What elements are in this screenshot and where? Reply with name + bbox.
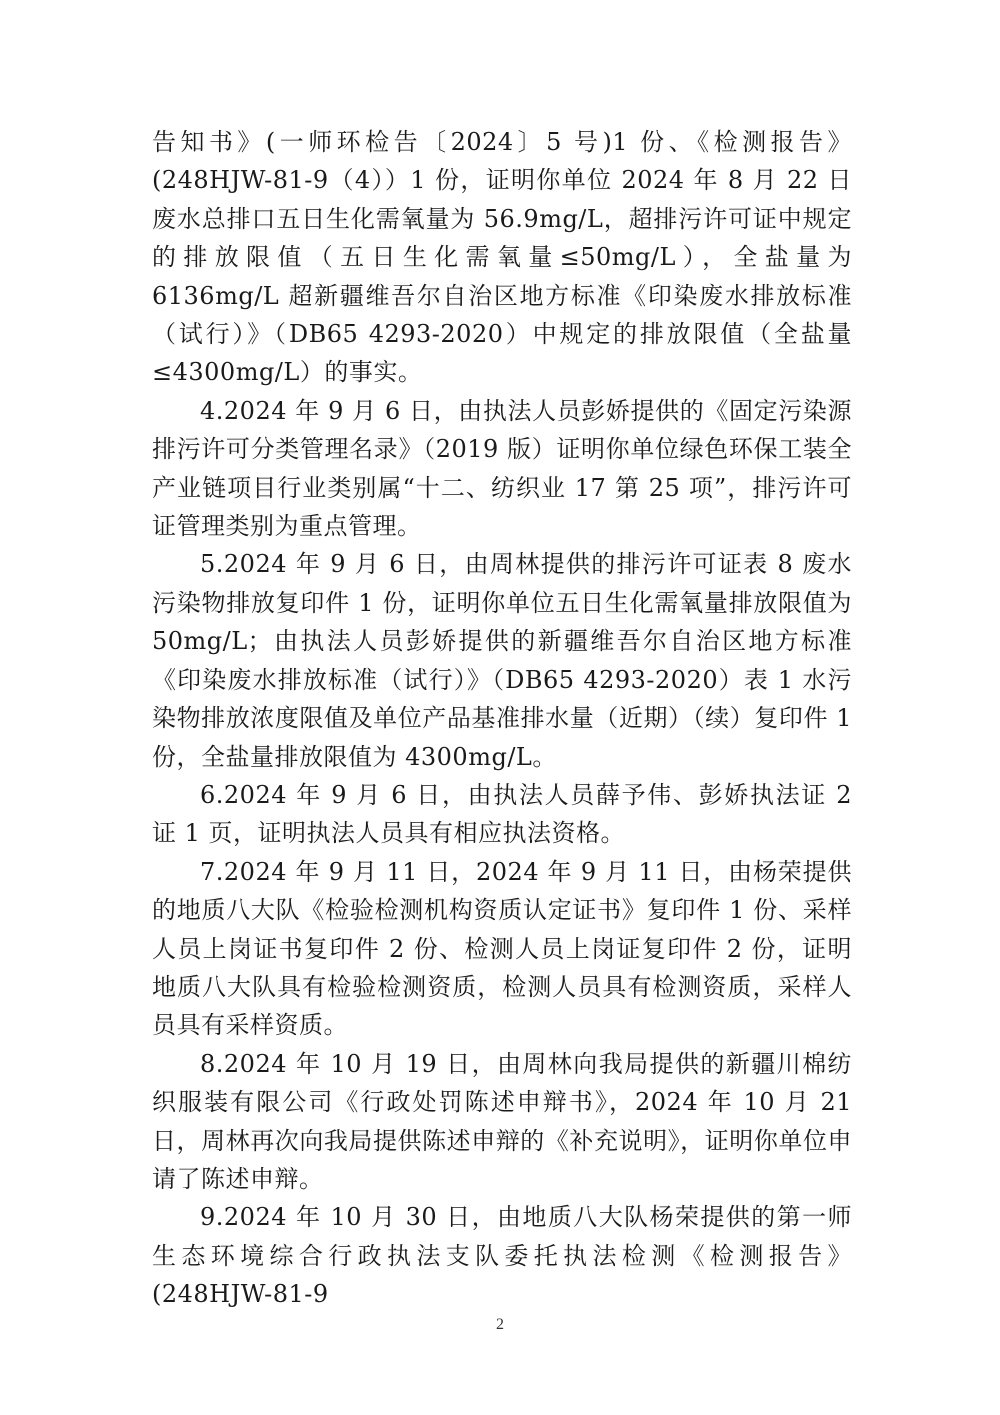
paragraph-item-4: 4.2024 年 9 月 6 日，由执法人员彭娇提供的《固定污染源排污许可分类管理名录》（2019 版）证明你单位绿色环保工装全产业链项目行业类别属“十二、纺织业 17 第 25 项”，排污许可证管理类别为重点管理。 <box>152 396 852 541</box>
paragraph-continued: 告知书》(一师环检告〔2024〕5 号)1 份、《检测报告》(248HJW-81-9（4））1 份，证明你单位 2024 年 8 月 22 日废水总排口五日生化需氧量为 56.9mg/L，超排污许可证中规定的排放限值（五日生化需氧量≤50mg/L），全盐量为 6136mg/L 超新疆维吾尔自治区地方标准《印染废水排放标准（试行）》（DB65 4293-2020）中规定的排放限值（全盐量≤4300mg/L）的事实。 <box>152 128 852 387</box>
paragraph-item-9: 9.2024 年 10 月 30 日，由地质八大队杨荣提供的第一师生态环境综合行政执法支队委托执法检测《检测报告》(248HJW-81-9 <box>152 1203 852 1309</box>
paragraph-item-7: 7.2024 年 9 月 11 日，2024 年 9 月 11 日，由杨荣提供的地质八大队《检验检测机构资质认定证书》复印件 1 份、采样人员上岗证书复印件 2 份、检测人员上岗证复印件 2 份，证明地质八大队具有检验检测资质，检测人员具有检测资质，采样人员具有采样资质。 <box>152 857 852 1040</box>
document-body <box>152 123 852 1314</box>
paragraph-item-8: 8.2024 年 10 月 19 日，由周林向我局提供的新疆川棉纺织服装有限公司《行政处罚陈述申辩书》，2024 年 10 月 21 日，周林再次向我局提供陈述申辩的《补充说明》，证明你单位申请了陈述申辩。 <box>152 1049 852 1193</box>
paragraph-item-5: 5.2024 年 9 月 6 日，由周林提供的排污许可证表 8 废水污染物排放复印件 1 份，证明你单位五日生化需氧量排放限值为 50mg/L；由执法人员彭娇提供的新疆维吾尔自治区地方标准《印染废水排放标准（试行）》（DB65 4293-2020）表 1 水污染物排放浓度限值及单位产品基准排水量（近期）（续）复印件 1 份，全盐量排放限值为 4300mg/L。 <box>152 550 852 771</box>
paragraph-item-6: 6.2024 年 9 月 6 日，由执法人员薛予伟、彭娇执法证 2 证 1 页，证明执法人员具有相应执法资格。 <box>152 780 852 848</box>
page-number: 2 <box>496 1316 504 1333</box>
